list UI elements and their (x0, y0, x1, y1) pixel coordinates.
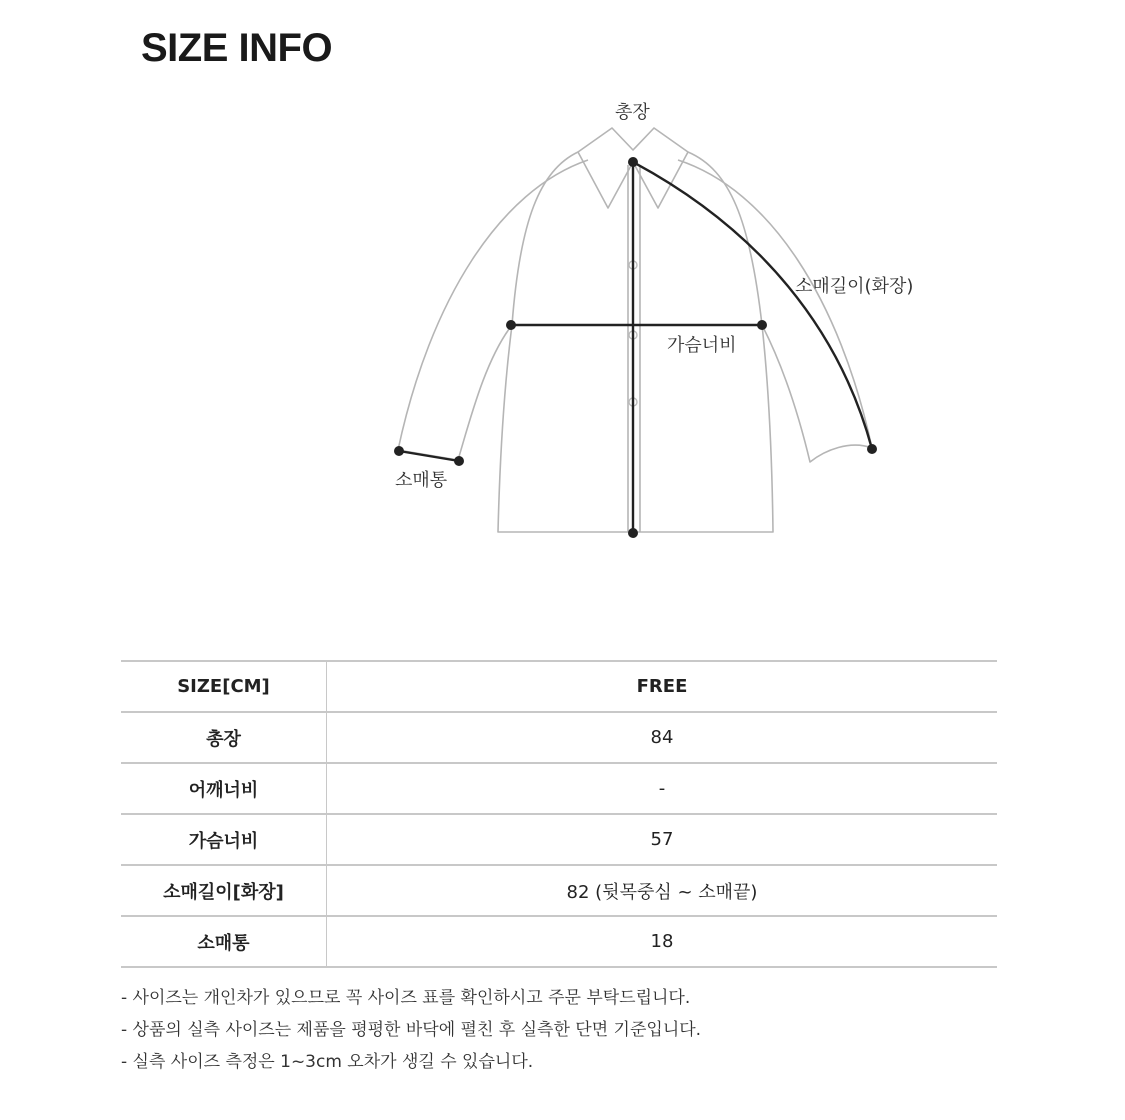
row-key-cell: 가슴너비 (121, 814, 327, 865)
cuff-line (399, 451, 459, 461)
measurement-points (394, 157, 877, 538)
table-row (121, 916, 997, 967)
cuff-width-label: 소매통 (395, 470, 448, 491)
table-row (121, 865, 997, 916)
row-value-cell: 57 (327, 814, 998, 865)
header-value-cell: FREE (327, 661, 998, 712)
chest-width-label: 가슴너비 (667, 335, 737, 356)
notes-list (121, 982, 701, 1078)
jacket-outline (398, 128, 872, 532)
row-key-cell: 소매통 (121, 916, 327, 967)
row-value-cell: 84 (327, 712, 998, 763)
row-value-cell: 82 (뒷목중심 ~ 소매끝) (327, 865, 998, 916)
row-value-cell: - (327, 763, 998, 814)
table-row (121, 763, 997, 814)
row-value-cell: 18 (327, 916, 998, 967)
note-item: - 실측 사이즈 측정은 1~3cm 오차가 생길 수 있습니다. (121, 1052, 534, 1072)
length-label: 총장 (615, 102, 650, 123)
row-key-cell: 총장 (121, 712, 327, 763)
sleeve-length-label: 소매길이(화장) (795, 276, 914, 297)
table-row (121, 712, 997, 763)
table-row (121, 814, 997, 865)
measurement-lines (399, 162, 872, 533)
note-item: - 상품의 실측 사이즈는 제품을 평평한 바닥에 펼친 후 실측한 단면 기준입니다. (121, 1020, 702, 1040)
header-key-cell: SIZE[CM] (121, 661, 327, 712)
row-key-cell: 어깨너비 (121, 763, 327, 814)
note-item: - 사이즈는 개인차가 있으므로 꼭 사이즈 표를 확인하시고 주문 부탁드립니다. (121, 988, 691, 1008)
size-table (121, 660, 997, 968)
row-key-cell: 소매길이[화장] (121, 865, 327, 916)
page-title: SIZE INFO (141, 26, 333, 70)
table-header-row (121, 661, 997, 712)
